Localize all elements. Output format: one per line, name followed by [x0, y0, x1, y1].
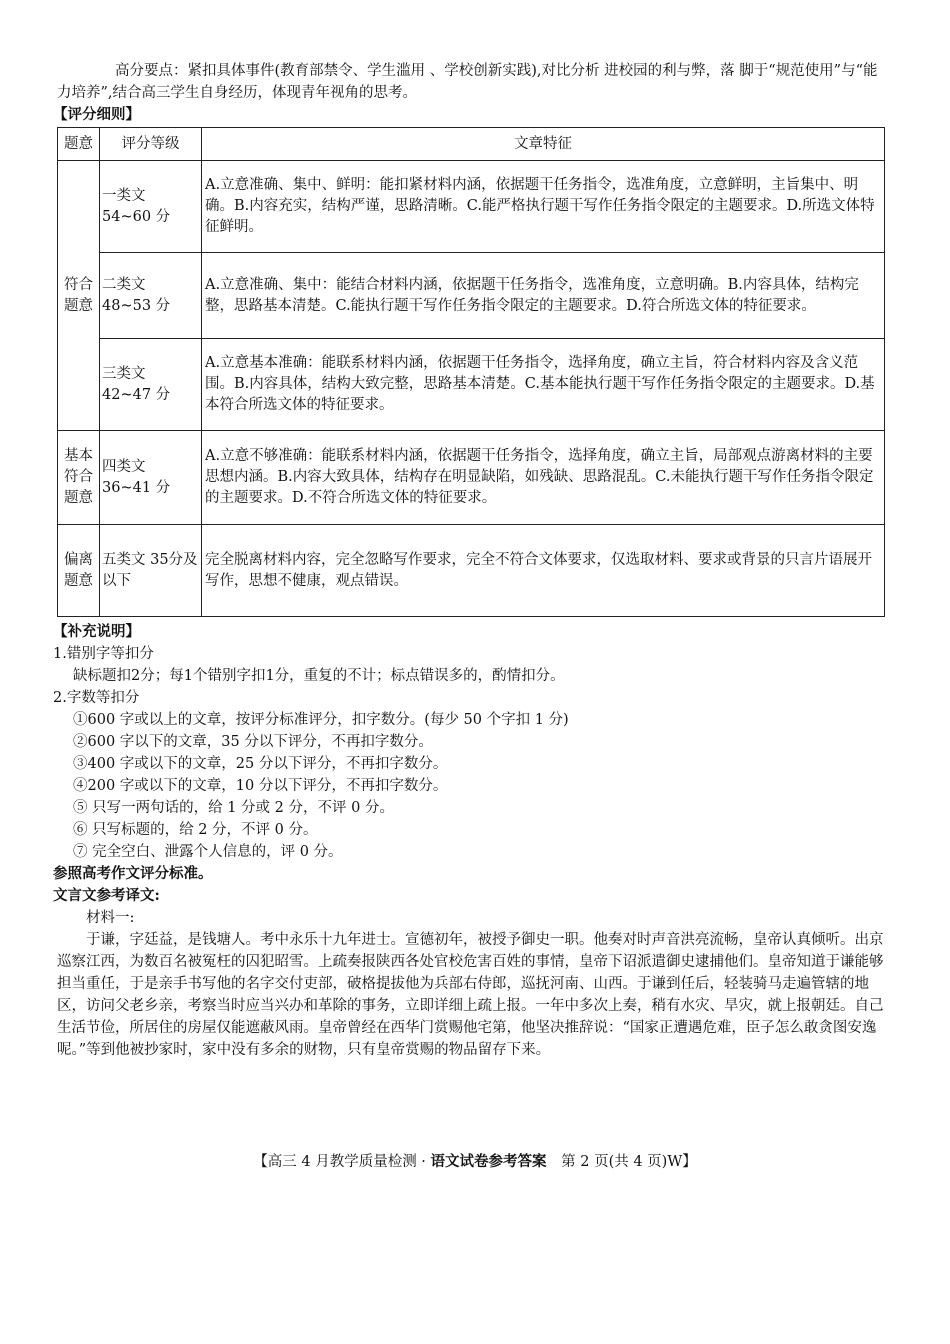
supplement-item-title: 2.字数等扣分: [53, 690, 140, 706]
scoring-key-points: 高分要点：紧扣具体事件(教育部禁令、学生滥用 、学校创新实践),对比分析 进校园的利与弊，落 脚于“规范使用”与“能力培养”,结合高三学生自身经历，体现青年视角的思考。: [57, 63, 878, 101]
page-footer: [0, 1150, 950, 1171]
list-item: ①600 字或以上的文章，按评分标准评分，扣字数分。(每少 50 个字扣 1 分): [73, 712, 569, 728]
grade-cell: 四类文 36~41 分: [100, 431, 202, 525]
table-row: [58, 431, 885, 525]
feature-cell: A.立意准确、集中：能结合材料内涵，依据题干任务指令，选准角度，立意明确。B.内容具体，结构完整，思路基本清楚。C.能执行题干写作任务指令限定的主题要求。D.符合所选文体的特征要求。: [202, 253, 885, 339]
supplement-item-title: 1.错别字等扣分: [53, 646, 154, 662]
topic-cell: 偏离题意: [58, 525, 100, 617]
feature-cell: A.立意不够准确：能联系材料内涵，依据题干任务指令，选择角度，确立主旨，局部观点游离材料的主要思想内涵。B.内容大致具体，结构存在明显缺陷，如残缺、思路混乱。C.未能执行题干写作任务指令限定的主题要求。D.不符合所选文体的特征要求。: [202, 431, 885, 525]
table-row: [58, 339, 885, 431]
header-topic: 题意: [58, 128, 100, 161]
rubric-heading: 【评分细则】: [53, 106, 140, 123]
translation-body: 于谦，字廷益，是钱塘人。考中永乐十九年进士。宣德初年，被授予御史一职。他奏对时声音洪亮流畅，皇帝认真倾听。出京巡察江西，为数百名被冤枉的囚犯昭雪。上疏奏报陕西各处官校危害百姓的事情，皇帝下诏派遣御史逮捕他们。皇帝知道于谦能够担当重任，于是亲手书写他的名字交付吏部，破格提拔他为兵部右侍郎，巡抚河南、山西。于谦到任后，轻装骑马走遍管辖的地区，访问父老乡亲，考察当时应当兴办和革除的事务，立即详细上疏上报。一年中多次上奏，稍有水灾、旱灾，就上报朝廷。自己生活节俭，所居住的房屋仅能遮蔽风雨。皇帝曾经在西华门赏赐他宅第，他坚决推辞说：“国家正遭遇危难，臣子怎么敢贪图安逸呢。”等到他被抄家时，家中没有多余的财物，只有皇帝赏赐的物品留存下来。: [57, 932, 884, 1058]
grade-cell: 五类文 35分及以下: [100, 525, 202, 617]
document-page: [53, 60, 885, 1061]
table-row: [58, 525, 885, 617]
list-item: ⑦ 完全空白、泄露个人信息的，评 0 分。: [73, 844, 343, 860]
table-header-row: [58, 128, 885, 161]
feature-cell: A.立意基本准确：能联系材料内涵，依据题干任务指令，选择角度，确立主旨，符合材料内容及含义范围。B.内容具体，结构大致完整，思路基本清楚。C.基本能执行题干写作任务指令限定的主题要求。D.基本符合所选文体的特征要求。: [202, 339, 885, 431]
header-feature: 文章特征: [202, 128, 885, 161]
list-item: ④200 字或以下的文章，10 分以下评分，不再扣字数分。: [73, 778, 448, 794]
footer-left: 【高三 4 月教学质量检测 ·: [253, 1154, 426, 1170]
topic-cell: 符合题意: [58, 161, 100, 431]
footer-right: 第 2 页(共 4 页)W】: [561, 1154, 697, 1170]
table-row: [58, 161, 885, 253]
grade-cell: 二类文 48~53 分: [100, 253, 202, 339]
reference-note: 参照高考作文评分标准。: [53, 865, 213, 882]
list-item: ②600 字以下的文章，35 分以下评分，不再扣字数分。: [73, 734, 433, 750]
rubric-table: [57, 127, 885, 617]
translation-heading: 文言文参考译文:: [53, 887, 160, 904]
feature-cell: 完全脱离材料内容，完全忽略写作要求，完全不符合文体要求，仅选取材料、要求或背景的只言片语展开写作，思想不健康，观点错误。: [202, 525, 885, 617]
supplement-item-body: 缺标题扣2分；每1个错别字扣1分，重复的不计；标点错误多的，酌情扣分。: [73, 668, 565, 684]
table-row: [58, 253, 885, 339]
list-item: ③400 字或以下的文章，25 分以下评分，不再扣字数分。: [73, 756, 448, 772]
material-label: 材料一:: [86, 910, 135, 926]
grade-cell: 三类文 42~47 分: [100, 339, 202, 431]
grade-cell: 一类文 54~60 分: [100, 161, 202, 253]
list-item: ⑥ 只写标题的，给 2 分，不评 0 分。: [73, 822, 318, 838]
topic-cell: 基本符合题意: [58, 431, 100, 525]
feature-cell: A.立意准确、集中、鲜明：能扣紧材料内涵，依据题干任务指令，选准角度，立意鲜明，主旨集中、明确。B.内容充实，结构严谨，思路清晰。C.能严格执行题干写作任务指令限定的主题要求。D.所选文体特征鲜明。: [202, 161, 885, 253]
header-grade: 评分等级: [100, 128, 202, 161]
list-item: ⑤ 只写一两句话的，给 1 分或 2 分，不评 0 分。: [73, 800, 394, 816]
footer-middle: 语文试卷参考答案: [430, 1153, 547, 1170]
supplement-heading: 【补充说明】: [53, 623, 140, 640]
